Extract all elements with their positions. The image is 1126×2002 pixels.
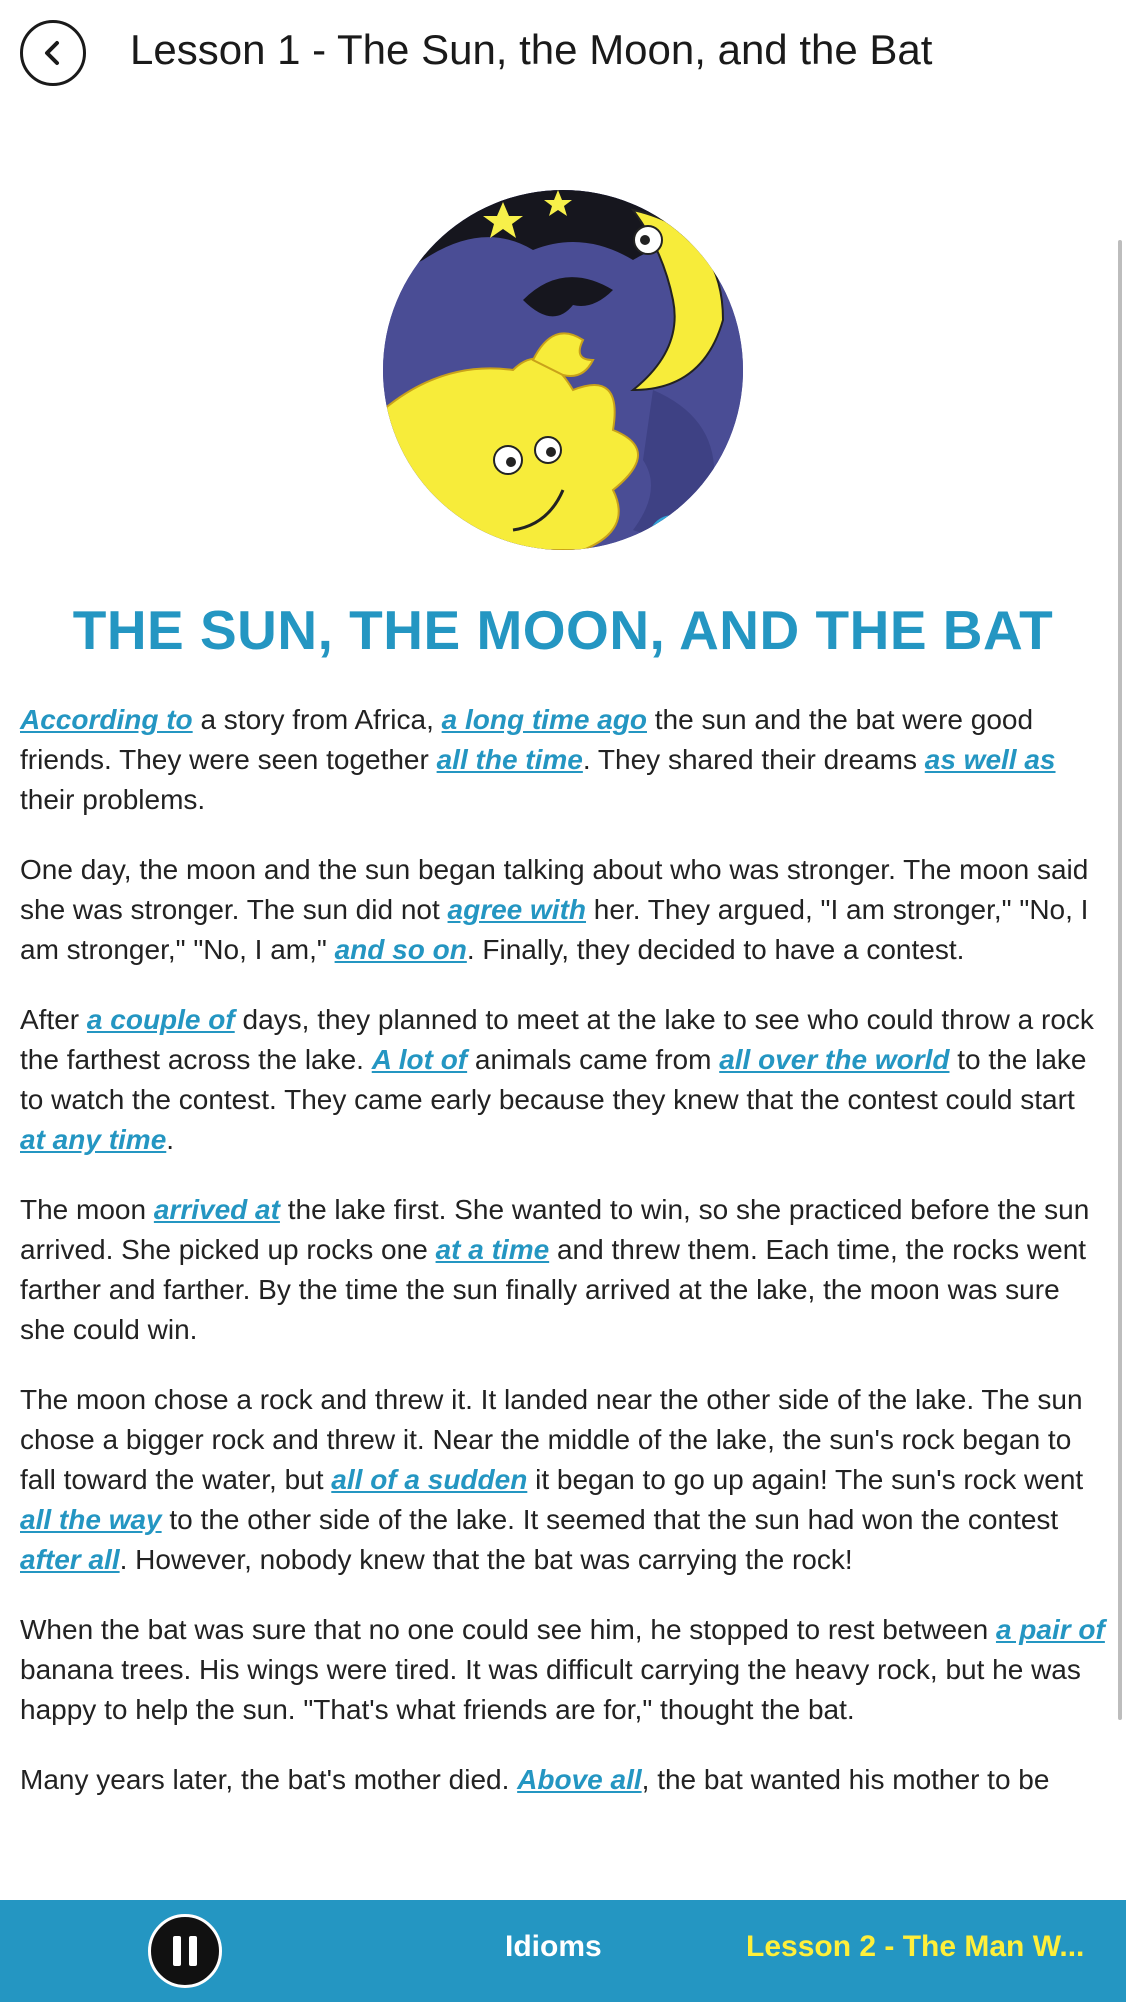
idiom-link[interactable]: after all [20,1544,120,1575]
pause-icon [173,1936,181,1966]
idiom-link[interactable]: agree with [447,894,587,925]
idiom-link[interactable]: at a time [435,1234,550,1265]
bottom-nav-bar [0,1900,1126,2002]
idioms-link[interactable]: Idioms [505,1930,602,1963]
story-text [20,700,1106,1830]
idiom-link[interactable]: According to [20,704,193,735]
idiom-link[interactable]: and so on [334,934,467,965]
back-button[interactable] [20,20,86,86]
story-text-span: the sun and the bat were good friends. They were seen together [20,704,1034,775]
story-paragraph [20,1760,1106,1800]
story-paragraph [20,700,1106,820]
story-text-span: their problems. [20,784,206,815]
story-text-span: . Finally, they decided to have a contest. [466,934,965,965]
idiom-link[interactable]: Above all [517,1764,642,1795]
story-paragraph [20,850,1106,970]
story-text-span: the lake first. She wanted to win, so she practiced before the sun arrived. She picked up rocks one [20,1194,1090,1265]
scrollbar[interactable] [1118,240,1122,1720]
story-text-span: a story from Africa, [192,704,442,735]
idiom-link[interactable]: all of a sudden [331,1464,528,1495]
story-text-span: The moon chose a rock and threw it. It landed near the other side of the lake. The sun chose a bigger rock and threw it. Near the middle of the lake, the sun's rock began to fall toward the water, but [20,1384,1083,1495]
story-illustration [383,190,743,550]
idiom-link[interactable]: A lot of [371,1044,468,1075]
story-text-span: After [20,1004,87,1035]
idiom-link[interactable]: all the time [436,744,583,775]
story-text-span: When the bat was sure that no one could see him, he stopped to rest between [20,1614,996,1645]
idiom-link[interactable]: a long time ago [441,704,647,735]
story-text-span: , the bat wanted his mother to be [641,1764,1050,1795]
story-text-span: . [166,1124,175,1155]
page-title: Lesson 1 - The Sun, the Moon, and the Bat [130,26,933,73]
story-text-span: her. They argued, "I am stronger," "No, I am stronger," "No, I am," [20,894,1089,965]
story-text-span: The moon [20,1194,154,1225]
story-text-span: to the lake to watch the contest. They came early because they knew that the contest could start [20,1044,1087,1115]
story-text-span: . However, nobody knew that the bat was carrying the rock! [119,1544,853,1575]
idiom-link[interactable]: all over the world [719,1044,950,1075]
chevron-left-icon [38,38,68,68]
next-lesson-link[interactable]: Lesson 2 - The Man W... [746,1930,1085,1963]
idiom-link[interactable]: a pair of [995,1614,1105,1645]
idiom-link[interactable]: all the way [20,1504,162,1535]
story-text-span: Many years later, the bat's mother died. [20,1764,518,1795]
story-text-span: One day, the moon and the sun began talking about who was stronger. The moon said she was stronger. The sun did not [20,854,1089,925]
story-paragraph [20,1000,1106,1160]
idiom-link[interactable]: a couple of [86,1004,235,1035]
idiom-link[interactable]: at any time [20,1124,167,1155]
story-text-span: to the other side of the lake. It seemed that the sun had won the contest [161,1504,1059,1535]
story-title: THE SUN, THE MOON, AND THE BAT [72,599,1054,661]
story-paragraph [20,1190,1106,1350]
idiom-link[interactable]: arrived at [153,1194,280,1225]
story-text-span: it began to go up again! The sun's rock went [527,1464,1084,1495]
story-text-span: banana trees. His wings were tired. It was difficult carrying the heavy rock, but he was happy to help the sun. "That's what friends are for," thought the bat. [20,1654,1081,1725]
idiom-link[interactable]: as well as [924,744,1056,775]
story-text-span: . They shared their dreams [582,744,925,775]
lesson-content[interactable] [0,110,1126,1900]
story-text-span: days, they planned to meet at the lake to see who could throw a rock the farthest across the lake. [20,1004,1094,1075]
header [0,0,1126,110]
story-text-span: animals came from [467,1044,720,1075]
pause-button[interactable] [148,1914,222,1988]
story-paragraph [20,1610,1106,1730]
story-text-span: and threw them. Each time, the rocks went farther and farther. By the time the sun finally arrived at the lake, the moon was sure she could win. [20,1234,1087,1345]
story-paragraph [20,1380,1106,1580]
